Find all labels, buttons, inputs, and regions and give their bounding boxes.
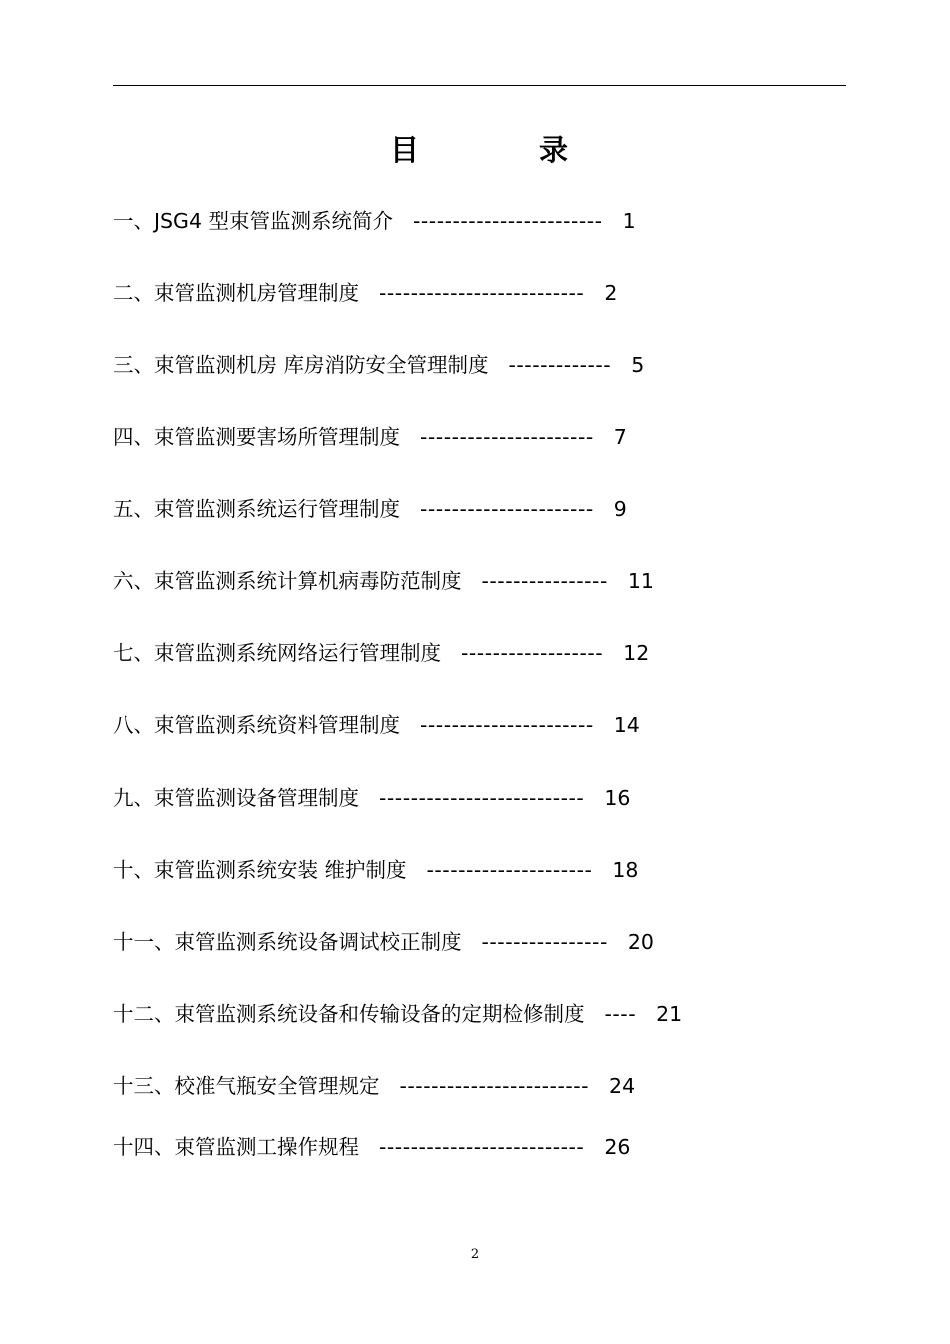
toc-entry[interactable]: [113, 783, 630, 813]
toc-entry-label: 十二、束管监测系统设备和传输设备的定期检修制度: [113, 1002, 585, 1026]
toc-entry-page: 7: [613, 425, 627, 449]
toc-entry-label: 六、束管监测系统计算机病毒防范制度: [113, 569, 462, 593]
toc-entry[interactable]: [113, 566, 654, 596]
toc-entry-leader: -------------: [508, 353, 612, 377]
toc-entry[interactable]: [113, 206, 636, 236]
toc-entry-page: 12: [623, 641, 650, 665]
toc-entry-leader: ---------------------: [426, 858, 593, 882]
toc-entry[interactable]: [113, 638, 649, 668]
toc-entry[interactable]: [113, 422, 627, 452]
toc-entry-label: 九、束管监测设备管理制度: [113, 786, 359, 810]
toc-entry-leader: --------------------------: [379, 786, 585, 810]
toc-entry-page: 20: [627, 930, 654, 954]
toc-entry-label: 十三、校准气瓶安全管理规定: [113, 1074, 380, 1098]
toc-entry-leader: ----------------: [481, 569, 608, 593]
toc-entry-label: 八、束管监测系统资料管理制度: [113, 713, 400, 737]
toc-title-char-1: 目: [390, 133, 420, 167]
toc-entry[interactable]: [113, 1132, 630, 1162]
toc-entry-page: 14: [613, 713, 640, 737]
toc-entry-label: 十一、束管监测系统设备调试校正制度: [113, 930, 462, 954]
toc-entry-leader: ------------------: [461, 641, 604, 665]
toc-entry-leader: ------------------------: [399, 1074, 590, 1098]
toc-title: [0, 130, 950, 170]
toc-entry-leader: --------------------------: [379, 1135, 585, 1159]
toc-entry-leader: ----: [604, 1002, 637, 1026]
toc-entry-label: 五、束管监测系统运行管理制度: [113, 497, 400, 521]
toc-entry-label: 七、束管监测系统网络运行管理制度: [113, 641, 441, 665]
toc-entry-page: 5: [631, 353, 645, 377]
toc-entry-page: 24: [609, 1074, 636, 1098]
toc-entry-leader: ----------------------: [420, 713, 594, 737]
toc-entry[interactable]: [113, 855, 638, 885]
toc-entry-label: 一、JSG4 型束管监测系统简介: [113, 209, 394, 233]
toc-entry[interactable]: [113, 278, 617, 308]
page-number: 2: [470, 1247, 480, 1262]
header-rule: [113, 85, 846, 86]
toc-entry-page: 9: [613, 497, 627, 521]
toc-entry-label: 三、束管监测机房 库房消防安全管理制度: [113, 353, 489, 377]
toc-entry-page: 21: [656, 1002, 683, 1026]
toc-entry-leader: ----------------------: [420, 497, 594, 521]
toc-entry-leader: ----------------------: [420, 425, 594, 449]
toc-entry-page: 1: [622, 209, 636, 233]
toc-entry-page: 26: [604, 1135, 631, 1159]
toc-entry[interactable]: [113, 350, 644, 380]
toc-entry-leader: ------------------------: [413, 209, 603, 233]
toc-entry-label: 四、束管监测要害场所管理制度: [113, 425, 400, 449]
toc-entry-page: 18: [612, 858, 639, 882]
toc-title-char-2: 录: [539, 133, 569, 167]
toc-entry-page: 11: [627, 569, 654, 593]
toc-entry-page: 2: [604, 281, 618, 305]
toc-entry[interactable]: [113, 999, 682, 1029]
toc-entry-leader: ----------------: [481, 930, 608, 954]
toc-entry-leader: --------------------------: [379, 281, 585, 305]
toc-entry[interactable]: [113, 927, 654, 957]
toc-entry-label: 二、束管监测机房管理制度: [113, 281, 359, 305]
toc-entry-page: 16: [604, 786, 631, 810]
toc-entry-label: 十四、束管监测工操作规程: [113, 1135, 359, 1159]
toc-entry[interactable]: [113, 1071, 635, 1101]
toc-entry-label: 十、束管监测系统安装 维护制度: [113, 858, 407, 882]
toc-entry[interactable]: [113, 494, 627, 524]
toc-entry[interactable]: [113, 710, 640, 740]
